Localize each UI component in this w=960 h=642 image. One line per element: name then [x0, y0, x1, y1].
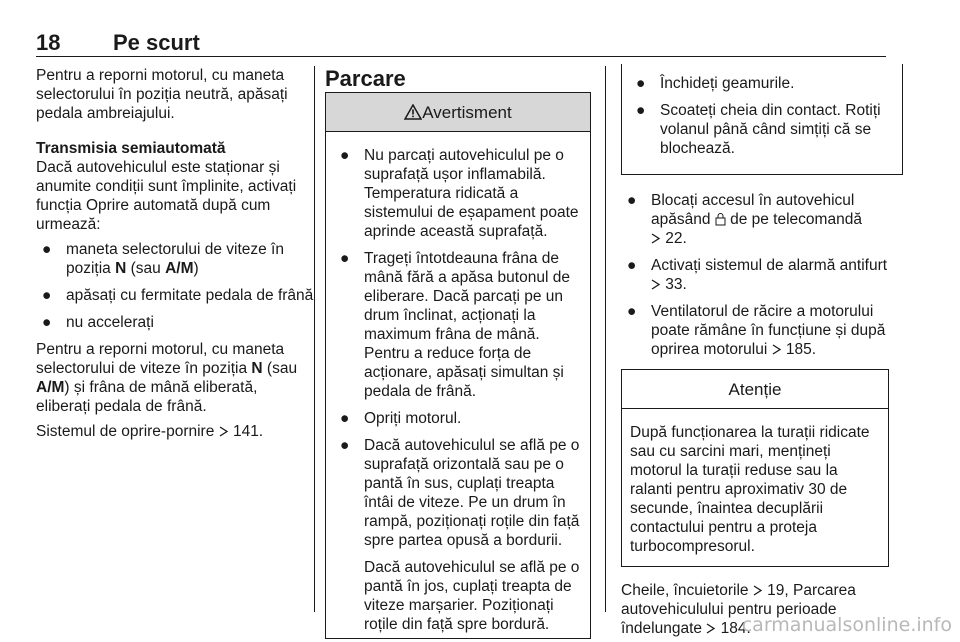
bullet-icon: ● — [636, 75, 646, 92]
conditions-list — [36, 240, 314, 332]
header-divider — [36, 56, 886, 57]
warning-triangle-icon — [404, 104, 422, 120]
paragraph-stop-start-ref: Sistemul de oprire-pornire 141. — [36, 423, 264, 440]
column-divider-2 — [605, 66, 606, 612]
lock-icon — [715, 211, 726, 228]
bullet-icon: ● — [42, 241, 52, 258]
warning-list — [334, 146, 582, 550]
list-item: ● Nu parcați autovehiculul pe o suprafață ușor inflamabilă. Temperatura ridicată a sistemului de eșapament poate aprinde această suprafață. — [340, 147, 579, 240]
bullet-icon: ● — [636, 102, 646, 119]
list-item: ● Închideți geamurile. — [636, 75, 795, 92]
bullet-icon: ● — [627, 192, 637, 209]
bullet-icon: ● — [42, 287, 52, 304]
section-title-parking: Parcare — [325, 66, 406, 91]
warning-title: Avertisment — [422, 102, 512, 122]
page-ref-arrow-icon — [651, 276, 661, 293]
column-divider-1 — [314, 66, 315, 612]
intro-paragraph: Pentru a reporni motorul, cu maneta selectorului în poziția neutră, apăsați pedala ambreiajului. — [36, 67, 288, 122]
paragraph-conditions: Dacă autovehiculul este staționar și anumite condiții sunt împlinite, activați funcția Oprire automată după cum urmează: — [36, 159, 297, 233]
bullet-icon: ● — [42, 314, 52, 331]
watermark-text: carmanualsonline.info — [741, 614, 952, 636]
list-item: ● nu accelerați — [42, 314, 154, 331]
bullet-icon: ● — [340, 147, 350, 164]
warning-box-continued — [621, 64, 903, 175]
page-header — [36, 30, 886, 54]
list-item: ● Opriți motorul. — [340, 410, 462, 427]
cross-reference-paragraph: Cheile, încuietorile 19, Parcarea autovehiculului pentru perioade îndelungate 184. — [621, 582, 856, 637]
list-item: ● apăsați cu fermitate pedala de frână — [42, 287, 314, 304]
page-ref-arrow-icon — [651, 230, 661, 247]
page-ref-arrow-icon — [706, 620, 716, 637]
column-2 — [325, 66, 593, 639]
page-ref-arrow-icon — [772, 341, 782, 358]
list-item: ● Trageți întotdeauna frâna de mână fără a apăsa butonul de eliberare. Dacă parcați pe un drum înclinat, acționați la maximum frâna de mână. Pentru a reduce forța de acționare, apăsați simultan și pedala de frână. — [340, 250, 570, 400]
attention-box — [621, 369, 889, 567]
list-item: ● Scoateți cheia din contact. Rotiți volanul până când simțiți că se blochează. — [636, 102, 881, 157]
warning-list-continued — [630, 74, 894, 158]
list-item: ● maneta selectorului de viteze în poziția N (sau A/M) — [42, 241, 284, 277]
warning-extra-paragraph: Dacă autovehiculul se află pe o pantă în jos, cuplați treapta de viteze marșarier. Poziționați roțile din față spre bordură. — [364, 559, 580, 633]
page-ref-arrow-icon — [219, 423, 229, 439]
page-number: 18 — [36, 30, 61, 55]
warning-box — [325, 92, 591, 639]
attention-header: Atenție — [622, 370, 888, 409]
bullet-icon: ● — [627, 303, 637, 320]
bullet-icon: ● — [627, 257, 637, 274]
page-ref-arrow-icon — [753, 582, 763, 599]
column-3 — [621, 66, 889, 638]
warning-header — [326, 93, 590, 132]
parking-steps-list — [621, 191, 889, 359]
bullet-icon: ● — [340, 250, 350, 267]
column-1 — [36, 66, 314, 441]
list-item: ● Activați sistemul de alarmă antifurt 33. — [627, 257, 888, 293]
list-item: ● Dacă autovehiculul se află pe o suprafață orizontală sau pe o pantă în sus, cuplați treapta întâi de viteze. Pe un drum în rampă, poziționați roțile din față spre partea opusă a bordurii. — [340, 437, 580, 549]
bullet-icon: ● — [340, 410, 350, 427]
paragraph-restart: Pentru a reporni motorul, cu maneta selectorului de viteze în poziția N (sau A/M) și frâna de mână eliberată, eliberați pedala de frână. — [36, 341, 298, 415]
subheading-semiautomatic: Transmisia semiautomată — [36, 140, 226, 157]
bullet-icon: ● — [340, 437, 350, 454]
list-item: ● Blocați accesul în autovehicul apăsând de pe telecomandă 22. — [627, 192, 862, 247]
list-item: ● Ventilatorul de răcire a motorului poate rămâne în funcțiune și după oprirea motorului 185. — [627, 303, 886, 358]
attention-text: După funcționarea la turații ridicate sau cu sarcini mari, mențineți motorul la turații reduse sau la ralanti pentru aproximativ 30 de secunde, înaintea decuplării contactului pentru a proteja turbocompresorul. — [630, 424, 870, 555]
chapter-title: Pe scurt — [113, 30, 200, 55]
